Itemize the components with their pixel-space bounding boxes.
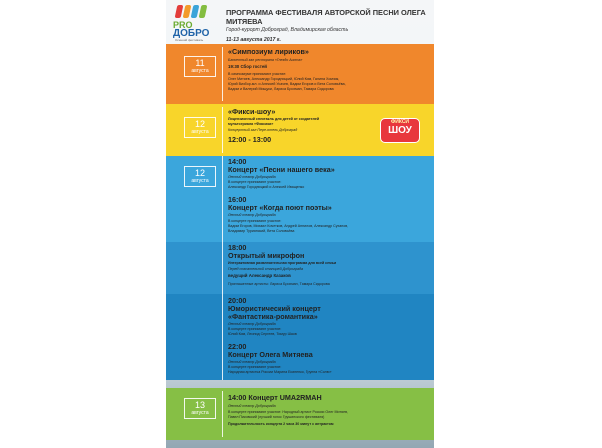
event-venue: Летний театр Доброграда <box>228 360 276 364</box>
participants-label: В концерте принимают участие: <box>228 365 282 369</box>
event-title: Концерт «Когда поют поэты» <box>228 203 332 212</box>
participants-line: Народная артистка России Марина Есипенко, Группа «Солю» <box>228 370 332 374</box>
event-guests: Приглашенные артисты: Лариса Брохман, Тамара Сидорова <box>228 282 330 286</box>
divider-line <box>222 391 223 437</box>
event-time: 19:30 Сбор гостей <box>228 64 267 69</box>
event-title: Концерт Олега Митяева <box>228 350 313 359</box>
event-duration: Продолжительность концерта 2 часа 30 минут с антрактом <box>228 422 334 426</box>
event-venue: Летний театр Доброграда <box>228 175 276 179</box>
program-location: Город-курорт Доброград, Владимирская область <box>226 27 349 33</box>
event-title: Концерт «Песни нашего века» <box>228 165 335 174</box>
participants-line: В концерте принимают участие: Народный артист России Олег Митяев, <box>228 410 349 414</box>
day-11-block <box>166 44 434 104</box>
event-venue: Банкетный зал ресторана «Гнездо Аиста» <box>228 58 303 62</box>
participants-label: В концерте принимают участие: <box>228 180 282 184</box>
logo-text-dobro: ДОБРО <box>173 28 210 39</box>
divider-line <box>222 107 223 153</box>
event-time: 16:00 <box>228 195 247 204</box>
pro-dobro-logo <box>173 5 213 41</box>
event-title: «Симпозиум лириков» <box>228 47 309 56</box>
day-12-fixi-block <box>166 104 434 156</box>
fixi-show-logo <box>380 118 420 143</box>
logo-tagline: Осенний фестиваль <box>175 38 204 42</box>
logo-stripe <box>199 5 208 18</box>
open-mic-block <box>166 242 434 294</box>
event-time: 14:00 <box>228 157 247 166</box>
event-venue: Летний театр Доброграда <box>228 404 276 408</box>
date-badge <box>184 166 216 187</box>
participants-label: В концерте принимают участие: <box>228 327 282 331</box>
divider-line <box>222 242 223 294</box>
event-time: 18:00 <box>228 243 247 252</box>
date-month: августа <box>191 178 209 184</box>
event-description: Лицензионный спектакль для детей от создателей <box>228 117 320 121</box>
event-venue: Перед спасательной станцией Доброграда <box>228 267 303 271</box>
day-12-concerts-block <box>166 156 434 242</box>
event-title: Юмористический концерт <box>228 304 321 313</box>
program-title: ПРОГРАММА ФЕСТИВАЛЯ АВТОРСКОЙ ПЕСНИ ОЛЕГА МИТЯЕВА <box>226 8 426 26</box>
date-badge <box>184 56 216 77</box>
event-venue: Летний театр Доброграда <box>228 213 276 217</box>
date-day: 11 <box>195 58 205 68</box>
event-title: «Фикси-шоу» <box>228 107 276 116</box>
event-venue: Летний театр Доброграда <box>228 322 276 326</box>
event-host: ведущий Александр Казаков <box>228 273 291 278</box>
divider-line <box>222 294 223 380</box>
event-title: Открытый микрофон <box>228 251 305 260</box>
poster-header <box>166 0 434 44</box>
event-subtitle: Интерактивная развлекательная программа для всей семьи <box>228 261 337 265</box>
program-dates: 11-13 августа 2017 г. <box>226 37 281 43</box>
divider-line <box>222 47 223 101</box>
date-month: августа <box>191 410 209 416</box>
event-description: мультсериала «Фиксики» <box>228 122 274 126</box>
participants-line: Юлий Ким, Леонид Сергеев, Тимур Шаов <box>228 332 297 336</box>
participants-line: Владимир Туриянский, Вета Соловьёва <box>228 229 295 233</box>
participants-line: Александр Городницкий и Алексей Иващенко <box>228 185 305 189</box>
participants-label: В концерте принимают участие: <box>228 219 282 223</box>
date-month: августа <box>191 129 209 135</box>
fixi-logo-text: ФИКСИ <box>390 119 410 125</box>
event-time: 22:00 <box>228 342 247 351</box>
event-venue: Концертный зал Пере-отель Доброград <box>228 128 298 132</box>
participants-line: Олег Митяев, Александр Городницкий, Юлий Ким, Галина Хомчик, <box>228 77 340 81</box>
date-day: 13 <box>194 400 205 410</box>
day-13-block <box>166 388 434 440</box>
date-month: августа <box>191 68 209 74</box>
participants-line: Юрий Визбор-мл. и Алексей Усачев, Вадим Егоров и Вета Соловьёва, <box>228 82 346 86</box>
evening-concerts-block <box>166 294 434 380</box>
event-time: 12:00 - 13:00 <box>228 135 272 144</box>
participants-line: Вадим и Валерий Мищуки, Лариса Брохман, Тамара Сидорова <box>228 87 334 91</box>
show-logo-text: ШОУ <box>388 125 412 136</box>
date-day: 12 <box>194 119 205 129</box>
participants-line: Вадим Егоров, Михаил Кочетков, Андрей Анпилов, Александр Суханов, <box>228 224 349 228</box>
date-badge <box>184 398 216 419</box>
participants-line: Павел Пиковский (лучший голос Грушинского фестиваля) <box>228 415 325 419</box>
divider-line <box>222 156 223 242</box>
festival-poster <box>166 0 434 448</box>
event-time: 20:00 <box>228 296 247 305</box>
participants-label: В симпозиуме принимают участие: <box>228 72 287 76</box>
event-title: 14:00 Концерт UMA2RMAH <box>228 393 322 402</box>
event-title: «Фантастика-романтика» <box>228 312 318 321</box>
logo-text-pro: PRO <box>173 20 193 30</box>
date-day: 12 <box>194 168 205 178</box>
date-badge <box>184 117 216 138</box>
